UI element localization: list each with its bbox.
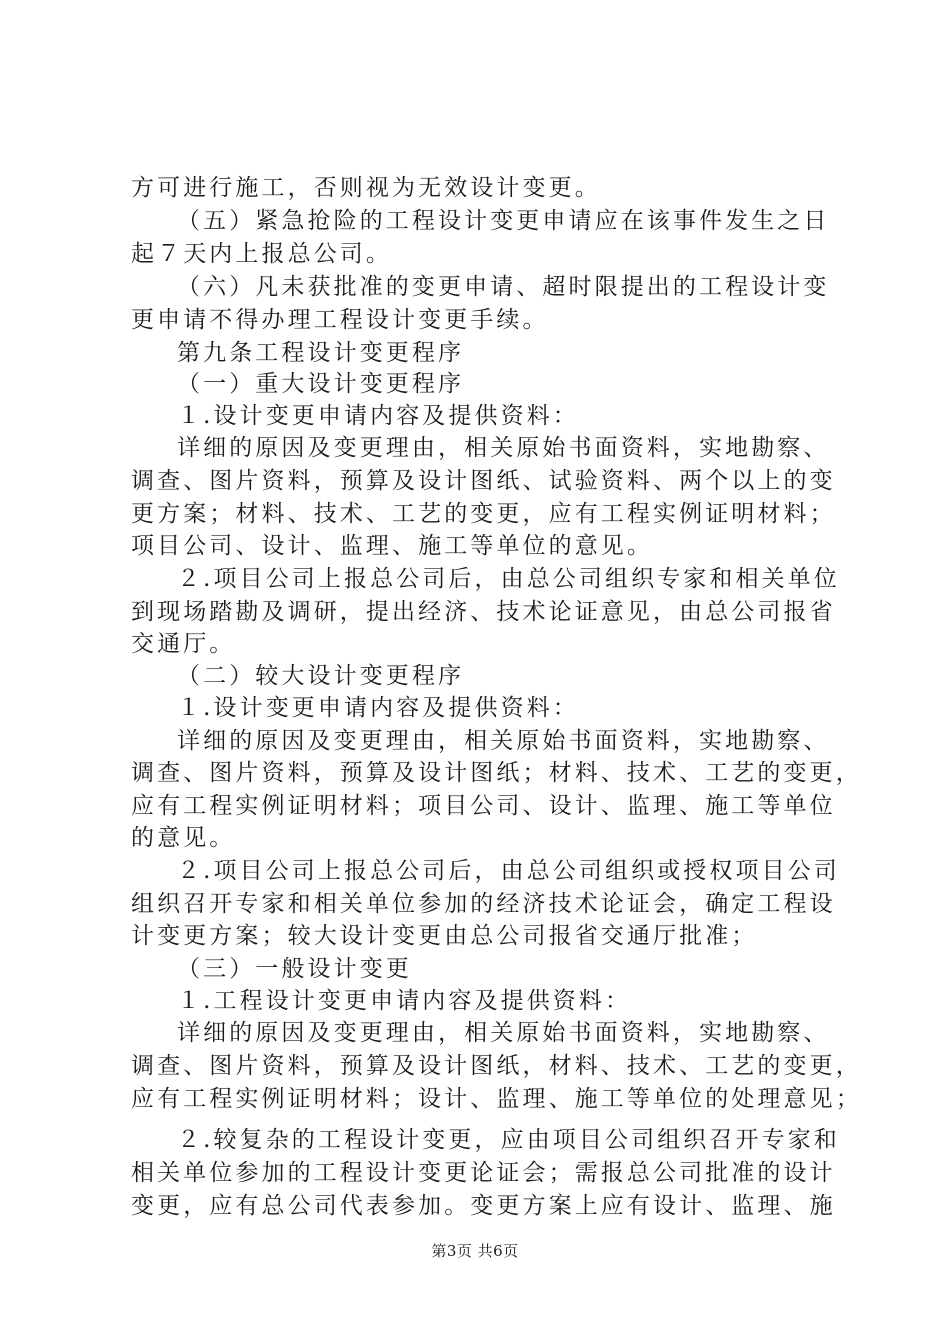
text-line: 详细的原因及变更理由，相关原始书面资料，实地勘察、: [177, 435, 830, 461]
text-line: 起７天内上报总公司。: [131, 241, 392, 267]
text-line: 的意见。: [131, 825, 236, 851]
text-line: １.设计变更申请内容及提供资料：: [177, 695, 579, 721]
text-line: 组织召开专家和相关单位参加的经济技术论证会，确定工程设: [131, 891, 836, 917]
text-line: 应有工程实例证明材料；设计、监理、施工等单位的处理意见；: [131, 1086, 862, 1112]
text-line: （三）一般设计变更: [177, 956, 412, 982]
text-line: 调查、图片资料，预算及设计图纸；材料、技术、工艺的变更，: [131, 760, 862, 786]
text-line: 更申请不得办理工程设计变更手续。: [131, 307, 549, 333]
text-line: 交通厅。: [131, 631, 236, 657]
text-line: （二）较大设计变更程序: [177, 663, 465, 689]
text-line: 详细的原因及变更理由，相关原始书面资料，实地勘察、: [177, 728, 830, 754]
text-line: （一）重大设计变更程序: [177, 371, 465, 397]
text-line: 方可进行施工，否则视为无效设计变更。: [131, 175, 601, 201]
text-line: 变更，应有总公司代表参加。变更方案上应有设计、监理、施: [131, 1193, 836, 1219]
text-line: 更方案；材料、技术、工艺的变更，应有工程实例证明材料；: [131, 501, 836, 527]
text-line: 详细的原因及变更理由，相关原始书面资料，实地勘察、: [177, 1020, 830, 1046]
text-line: （六）凡未获批准的变更申请、超时限提出的工程设计变: [177, 274, 830, 300]
text-line: 调查、图片资料，预算及设计图纸、试验资料、两个以上的变: [131, 468, 836, 494]
text-line: 调查、图片资料，预算及设计图纸，材料、技术、工艺的变更，: [131, 1053, 862, 1079]
text-line: １.工程设计变更申请内容及提供资料：: [177, 988, 632, 1014]
text-line: 计变更方案；较大设计变更由总公司报省交通厅批准；: [131, 923, 758, 949]
text-line: 项目公司、设计、监理、施工等单位的意见。: [131, 533, 653, 559]
text-line: 应有工程实例证明材料；项目公司、设计、监理、施工等单位: [131, 793, 836, 819]
text-line: ２.项目公司上报总公司后，由总公司组织专家和相关单位: [177, 566, 840, 592]
text-line: 相关单位参加的工程设计变更论证会；需报总公司批准的设计: [131, 1160, 836, 1186]
page-footer: 第3页 共6页: [431, 1242, 519, 1260]
text-line: 到现场踏勘及调研，提出经济、技术论证意见，由总公司报省: [131, 599, 836, 625]
text-line: 第九条工程设计变更程序: [177, 340, 465, 366]
text-line: ２.较复杂的工程设计变更，应由项目公司组织召开专家和: [177, 1127, 840, 1153]
text-line: １.设计变更申请内容及提供资料：: [177, 403, 579, 429]
text-line: ２.项目公司上报总公司后，由总公司组织或授权项目公司: [177, 858, 840, 884]
text-line: （五）紧急抢险的工程设计变更申请应在该事件发生之日: [177, 208, 830, 234]
